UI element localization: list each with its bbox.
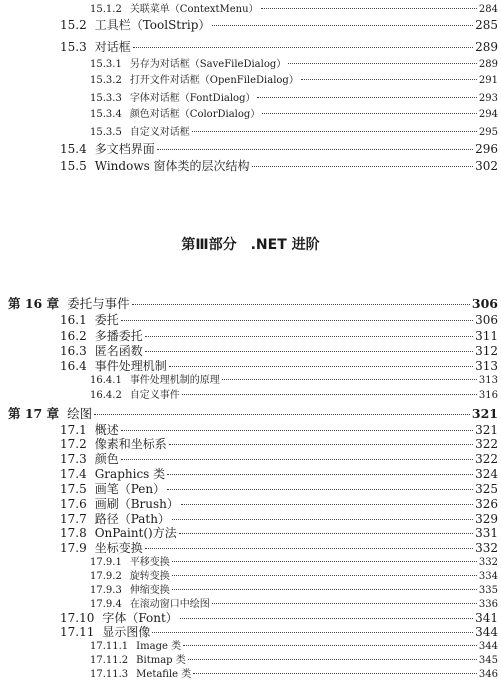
entry-number: 16.1 <box>60 313 87 328</box>
dot-leader <box>172 519 473 520</box>
entry-number: 16.3 <box>60 343 87 358</box>
dot-leader <box>121 320 473 321</box>
section-entry <box>0 386 498 401</box>
dot-leader <box>301 79 477 80</box>
entry-number: 15.3.1 <box>90 59 122 70</box>
section-entry <box>0 581 498 596</box>
page-number: 324 <box>475 467 498 482</box>
entry-title: Graphics 类 <box>94 467 166 482</box>
entry-title: 多播委托 <box>94 328 143 343</box>
section-entry <box>0 16 498 33</box>
entry-title: OnPaint()方法 <box>94 526 177 541</box>
entry-title: 关联菜单（ContextMenu） <box>129 4 259 15</box>
dot-leader <box>193 673 477 674</box>
page-number: 344 <box>478 641 498 653</box>
chapter-entry <box>0 294 498 312</box>
entry-number: 17.9.4 <box>90 599 122 611</box>
entry-title: 伸缩变换 <box>129 585 170 597</box>
dot-leader <box>252 166 474 167</box>
dot-leader <box>145 548 473 549</box>
entry-number: 17.9.2 <box>90 571 122 583</box>
dot-leader <box>192 131 477 132</box>
dot-leader <box>167 489 473 490</box>
page-number: 311 <box>475 328 498 343</box>
entry-number: 17.1 <box>60 422 87 437</box>
page-number: 296 <box>475 142 498 156</box>
page-number: 329 <box>475 511 498 526</box>
section-entry <box>0 371 498 386</box>
entry-title: 概述 <box>94 422 119 437</box>
page-number: 306 <box>471 296 498 311</box>
entry-number: 17.11.1 <box>90 641 129 653</box>
entry-number: 17.10 <box>60 611 95 626</box>
entry-number: 17.5 <box>60 481 87 496</box>
dot-leader <box>262 113 477 114</box>
page-number: 284 <box>478 4 498 15</box>
dot-leader <box>179 533 473 534</box>
entry-number: 17.6 <box>60 496 87 511</box>
entry-title: Metafile 类 <box>136 669 192 680</box>
entry-number: 17.3 <box>60 452 87 467</box>
entry-number: 17.9.1 <box>90 557 122 569</box>
dot-leader <box>172 575 477 576</box>
entry-title: Windows 窗体类的层次结构 <box>94 159 250 173</box>
entry-title: 自定义对话框 <box>129 127 190 138</box>
page-number: 322 <box>475 452 498 467</box>
page-number: 322 <box>475 437 498 452</box>
entry-number: 15.3.2 <box>90 75 122 86</box>
entry-title: 另存为对话框（SaveFileDialog） <box>129 59 287 70</box>
entry-number: 17.7 <box>60 511 87 526</box>
dot-leader <box>145 351 473 352</box>
entry-title: 画笔（Pen） <box>94 481 166 496</box>
page-number: 285 <box>475 18 498 32</box>
dot-leader <box>169 366 473 367</box>
page-number: 321 <box>475 422 498 437</box>
page-number: 289 <box>475 40 498 54</box>
page-number: 313 <box>478 375 498 387</box>
section-entry <box>0 311 498 328</box>
dot-leader <box>157 149 473 150</box>
entry-title: 工具栏（ToolStrip） <box>94 18 211 32</box>
entry-number: 第 17 章 <box>8 406 60 422</box>
section-entry <box>0 595 498 610</box>
entry-number: 17.11.2 <box>90 655 129 666</box>
page-number: 289 <box>478 59 498 70</box>
entry-number: 17.2 <box>60 437 87 452</box>
page-number: 334 <box>478 571 498 583</box>
dot-leader <box>172 589 477 590</box>
dot-leader <box>212 603 477 604</box>
page-number: 312 <box>475 343 498 358</box>
entry-number: 16.4.2 <box>90 390 122 402</box>
section-entry <box>0 123 498 138</box>
page-number: 302 <box>475 159 498 173</box>
entry-title: 委托 <box>94 313 119 328</box>
entry-title: 画刷（Brush） <box>94 496 179 511</box>
dot-leader <box>257 97 476 98</box>
entry-number: 16.4 <box>60 358 87 373</box>
entry-title: 自定义事件 <box>129 390 180 402</box>
entry-number: 第 16 章 <box>8 296 60 311</box>
page-number: 325 <box>475 481 498 496</box>
entry-number: 17.8 <box>60 526 87 541</box>
page-number: 316 <box>478 390 498 402</box>
entry-number: 16.4.1 <box>90 375 122 387</box>
entry-title: 在滚动窗口中绘图 <box>129 599 210 611</box>
entry-title: 像素和坐标系 <box>94 437 167 452</box>
section-entry <box>0 71 498 86</box>
entry-number: 15.2 <box>60 18 87 32</box>
entry-title: Image 类 <box>136 641 182 653</box>
section-entry <box>0 553 498 568</box>
entry-title: 字体（Font） <box>102 611 178 626</box>
section-entry <box>0 105 498 120</box>
section-entry <box>0 665 498 680</box>
section-entry <box>0 637 498 652</box>
entry-title: 路径（Path） <box>94 511 170 526</box>
entry-title: 坐标变换 <box>94 541 143 556</box>
page-number: 295 <box>478 127 498 138</box>
entry-number: 15.4 <box>60 142 87 156</box>
entry-title: 绘图 <box>67 406 93 422</box>
part-heading: 第Ⅲ部分 .NET 进阶 <box>181 237 320 253</box>
entry-title: 事件处理机制 <box>94 358 167 373</box>
page-number: 291 <box>478 75 498 86</box>
section-entry <box>0 55 498 70</box>
section-entry <box>0 89 498 104</box>
dot-leader <box>132 304 470 305</box>
dot-leader <box>172 561 477 562</box>
entry-title: 旋转变换 <box>129 571 170 583</box>
dot-leader <box>188 659 477 660</box>
entry-number: 17.9 <box>60 541 87 556</box>
dot-leader <box>145 336 473 337</box>
entry-number: 15.3 <box>60 40 87 54</box>
page-number: 293 <box>478 93 498 104</box>
entry-number: 17.11.3 <box>90 669 129 680</box>
entry-number: 15.1.2 <box>90 4 122 15</box>
page-number: 345 <box>478 655 498 666</box>
entry-title: Bitmap 类 <box>136 655 186 666</box>
dot-leader <box>133 47 473 48</box>
dot-leader <box>180 618 473 619</box>
entry-title: 显示图像 <box>102 625 151 640</box>
page-number: 346 <box>478 669 498 680</box>
page-number: 294 <box>478 109 498 120</box>
entry-title: 打开文件对话框（OpenFileDialog） <box>129 75 299 86</box>
page-number: 335 <box>478 585 498 597</box>
dot-leader <box>121 430 473 431</box>
entry-number: 17.4 <box>60 467 87 482</box>
page-number: 313 <box>475 358 498 373</box>
dot-leader <box>181 504 473 505</box>
section-entry <box>0 651 498 666</box>
page-number: 332 <box>478 557 498 569</box>
entry-title: 字体对话框（FontDialog） <box>129 93 256 104</box>
dot-leader <box>169 444 473 445</box>
section-entry <box>0 140 498 157</box>
entry-number: 16.2 <box>60 328 87 343</box>
entry-number: 15.3.4 <box>90 109 122 120</box>
entry-title: 平移变换 <box>129 557 170 569</box>
dot-leader <box>182 394 477 395</box>
dot-leader <box>288 63 477 64</box>
section-entry <box>0 0 498 15</box>
page-number: 336 <box>478 599 498 611</box>
entry-title: 对话框 <box>94 40 131 54</box>
dot-leader <box>261 8 477 9</box>
page-number: 344 <box>475 625 498 640</box>
dot-leader <box>152 632 473 633</box>
entry-number: 15.5 <box>60 159 87 173</box>
page-number: 306 <box>475 313 498 328</box>
dot-leader <box>167 474 473 475</box>
entry-title: 事件处理机制的原理 <box>129 375 220 387</box>
entry-title: 多文档界面 <box>94 142 155 156</box>
page-number: 332 <box>475 541 498 556</box>
entry-title: 颜色对话框（ColorDialog） <box>129 109 261 120</box>
section-entry <box>0 567 498 582</box>
entry-number: 17.9.3 <box>90 585 122 597</box>
dot-leader <box>94 414 470 415</box>
entry-title: 匿名函数 <box>94 343 143 358</box>
entry-title: 颜色 <box>94 452 119 467</box>
page-number: 326 <box>475 496 498 511</box>
entry-number: 15.3.3 <box>90 93 122 104</box>
dot-leader <box>183 645 477 646</box>
chapter-entry <box>0 404 498 422</box>
section-entry <box>0 38 498 55</box>
page-number: 341 <box>475 611 498 626</box>
dot-leader <box>222 379 477 380</box>
entry-title: 委托与事件 <box>67 296 130 311</box>
page-number: 321 <box>471 406 498 422</box>
entry-number: 17.11 <box>60 625 95 640</box>
page-number: 331 <box>475 526 498 541</box>
entry-number: 15.3.5 <box>90 127 122 138</box>
dot-leader <box>212 25 473 26</box>
dot-leader <box>121 459 473 460</box>
section-entry <box>0 157 498 174</box>
